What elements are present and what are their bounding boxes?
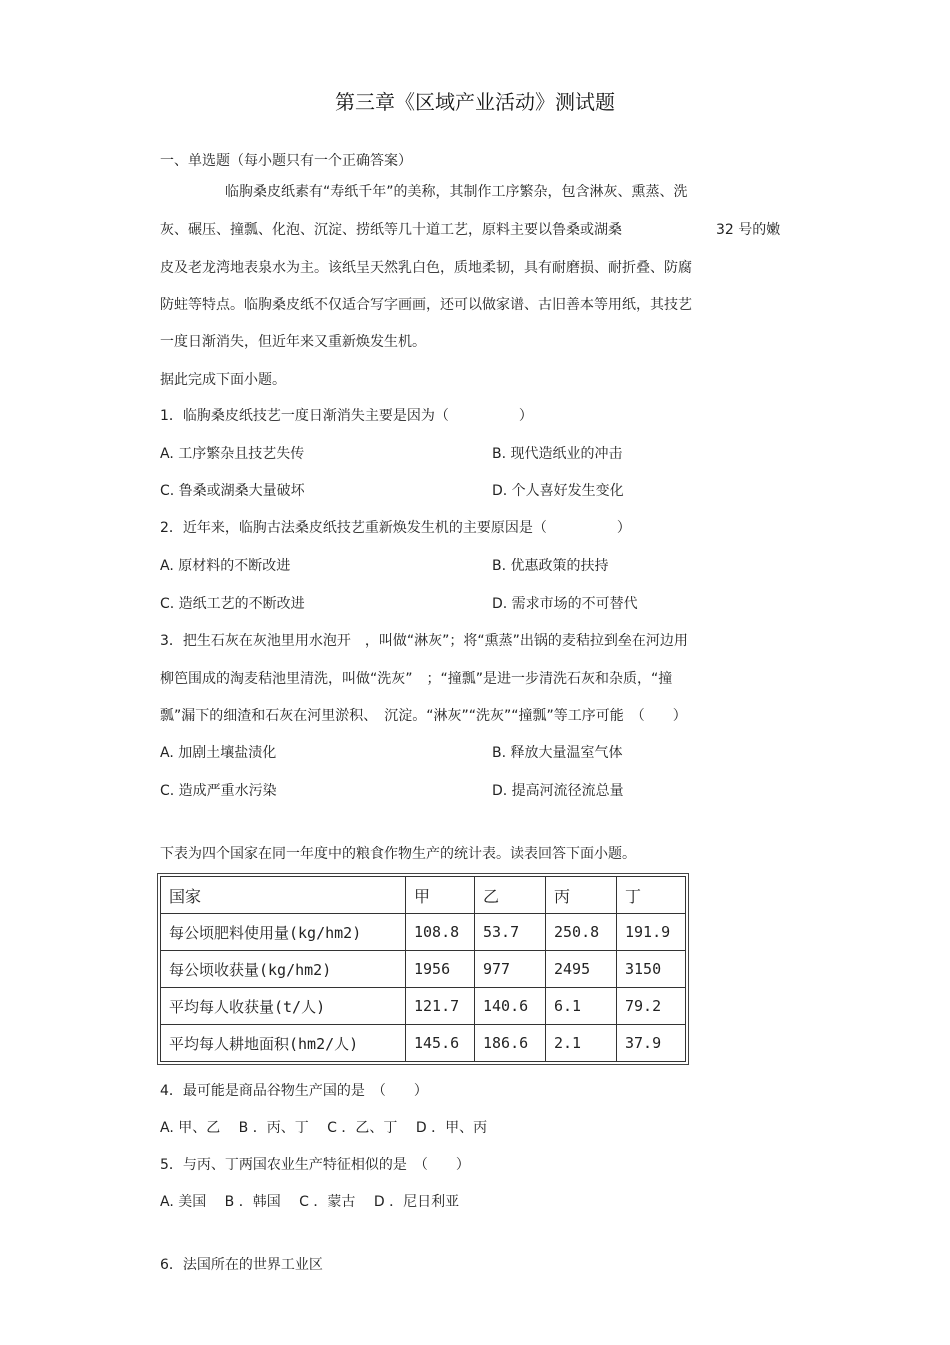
question-3-option-c: C. 造成严重水污染 bbox=[160, 783, 277, 799]
table-cell: 平均每人收获量(t/人) bbox=[161, 988, 406, 1025]
passage-line: 皮及老龙湾地表泉水为主。该纸呈天然乳白色，质地柔韧，具有耐磨损、耐折叠、防腐 bbox=[160, 260, 692, 276]
question-1-option-d: D. 个人喜好发生变化 bbox=[492, 483, 624, 499]
question-6-stem: 6．法国所在的世界工业区 bbox=[160, 1257, 323, 1273]
table-header-cell: 乙 bbox=[475, 877, 546, 914]
passage-line: 防蛀等特点。临朐桑皮纸不仅适合写字画画，还可以做家谱、古旧善本等用纸，其技艺 bbox=[160, 297, 692, 313]
question-1-stem: 1．临朐桑皮纸技艺一度日渐消失主要是因为（ ） bbox=[160, 408, 533, 424]
table-intro: 下表为四个国家在同一年度中的粮食作物生产的统计表。读表回答下面小题。 bbox=[160, 846, 636, 862]
question-5-options: A. 美国 B ．韩国 C ．蒙古 D ．尼日利亚 bbox=[160, 1194, 460, 1210]
question-3-option-b: B. 释放大量温室气体 bbox=[492, 745, 623, 761]
table-header-cell: 丁 bbox=[617, 877, 686, 914]
question-2-stem: 2．近年来，临朐古法桑皮纸技艺重新焕发生机的主要原因是（ ） bbox=[160, 520, 631, 536]
passage-line: 32 号的嫩 bbox=[716, 222, 781, 238]
question-5-stem: 5．与丙、丁两国农业生产特征相似的是 （ ） bbox=[160, 1157, 470, 1173]
table-cell: 108.8 bbox=[406, 914, 475, 951]
table-cell: 977 bbox=[475, 951, 546, 988]
table-cell: 53.7 bbox=[475, 914, 546, 951]
table-header-row bbox=[161, 877, 686, 914]
section-heading: 一、单选题（每小题只有一个正确答案） bbox=[160, 153, 412, 169]
table-cell: 平均每人耕地面积(hm2/人) bbox=[161, 1025, 406, 1062]
table-cell: 2.1 bbox=[546, 1025, 617, 1062]
table-cell: 3150 bbox=[617, 951, 686, 988]
table-cell: 191.9 bbox=[617, 914, 686, 951]
question-1-option-b: B. 现代造纸业的冲击 bbox=[492, 446, 623, 462]
table-row bbox=[161, 914, 686, 951]
question-1-option-a: A. 工序繁杂且技艺失传 bbox=[160, 446, 305, 462]
page-title: 第三章《区域产业活动》测试题 bbox=[335, 90, 615, 114]
table-cell: 每公顷收获量(kg/hm2) bbox=[161, 951, 406, 988]
question-3-option-a: A. 加剧土壤盐渍化 bbox=[160, 745, 277, 761]
table-cell: 145.6 bbox=[406, 1025, 475, 1062]
table-cell: 37.9 bbox=[617, 1025, 686, 1062]
question-2-option-d: D. 需求市场的不可替代 bbox=[492, 596, 638, 612]
table-cell: 140.6 bbox=[475, 988, 546, 1025]
table-cell: 250.8 bbox=[546, 914, 617, 951]
table-header-cell: 甲 bbox=[406, 877, 475, 914]
table-row bbox=[161, 988, 686, 1025]
question-1-option-c: C. 鲁桑或湖桑大量破坏 bbox=[160, 483, 305, 499]
table-cell: 每公顷肥料使用量(kg/hm2) bbox=[161, 914, 406, 951]
grain-production-table bbox=[160, 876, 686, 1062]
question-3-stem-line: 瓢”漏下的细渣和石灰在河里淤积、 沉淀。“淋灰”“洗灰”“撞瓢”等工序可能 （ ） bbox=[160, 708, 687, 724]
passage-line: 临朐桑皮纸素有“寿纸千年”的美称，其制作工序繁杂，包含淋灰、熏蒸、洗 bbox=[225, 184, 688, 200]
table-row bbox=[161, 1025, 686, 1062]
table-row bbox=[161, 951, 686, 988]
table-cell: 1956 bbox=[406, 951, 475, 988]
question-3-option-d: D. 提高河流径流总量 bbox=[492, 783, 624, 799]
passage-line: 据此完成下面小题。 bbox=[160, 372, 286, 388]
passage-line: 一度日渐消失，但近年来又重新焕发生机。 bbox=[160, 334, 426, 350]
table-cell: 2495 bbox=[546, 951, 617, 988]
question-3-stem-line: 柳笆围成的淘麦秸池里清洗，叫做“洗灰” ；“撞瓢”是进一步清洗石灰和杂质，“撞 bbox=[160, 671, 673, 687]
question-4-stem: 4．最可能是商品谷物生产国的是 （ ） bbox=[160, 1083, 428, 1099]
question-4-options: A. 甲、乙 B ．丙、丁 C ．乙、丁 D ．甲、丙 bbox=[160, 1120, 488, 1136]
table-cell: 121.7 bbox=[406, 988, 475, 1025]
table-header-cell: 国家 bbox=[161, 877, 406, 914]
question-2-option-c: C. 造纸工艺的不断改进 bbox=[160, 596, 305, 612]
passage-line: 灰、碾压、撞瓢、化泡、沉淀、捞纸等几十道工艺，原料主要以鲁桑或湖桑 bbox=[160, 222, 622, 238]
table-header-cell: 丙 bbox=[546, 877, 617, 914]
table-cell: 79.2 bbox=[617, 988, 686, 1025]
table-cell: 6.1 bbox=[546, 988, 617, 1025]
question-2-option-b: B. 优惠政策的扶持 bbox=[492, 558, 609, 574]
table-cell: 186.6 bbox=[475, 1025, 546, 1062]
question-3-stem-line: 3．把生石灰在灰池里用水泡开 ，叫做“淋灰”；将“熏蒸”出锅的麦秸拉到垒在河边用 bbox=[160, 633, 688, 649]
question-2-option-a: A. 原材料的不断改进 bbox=[160, 558, 291, 574]
